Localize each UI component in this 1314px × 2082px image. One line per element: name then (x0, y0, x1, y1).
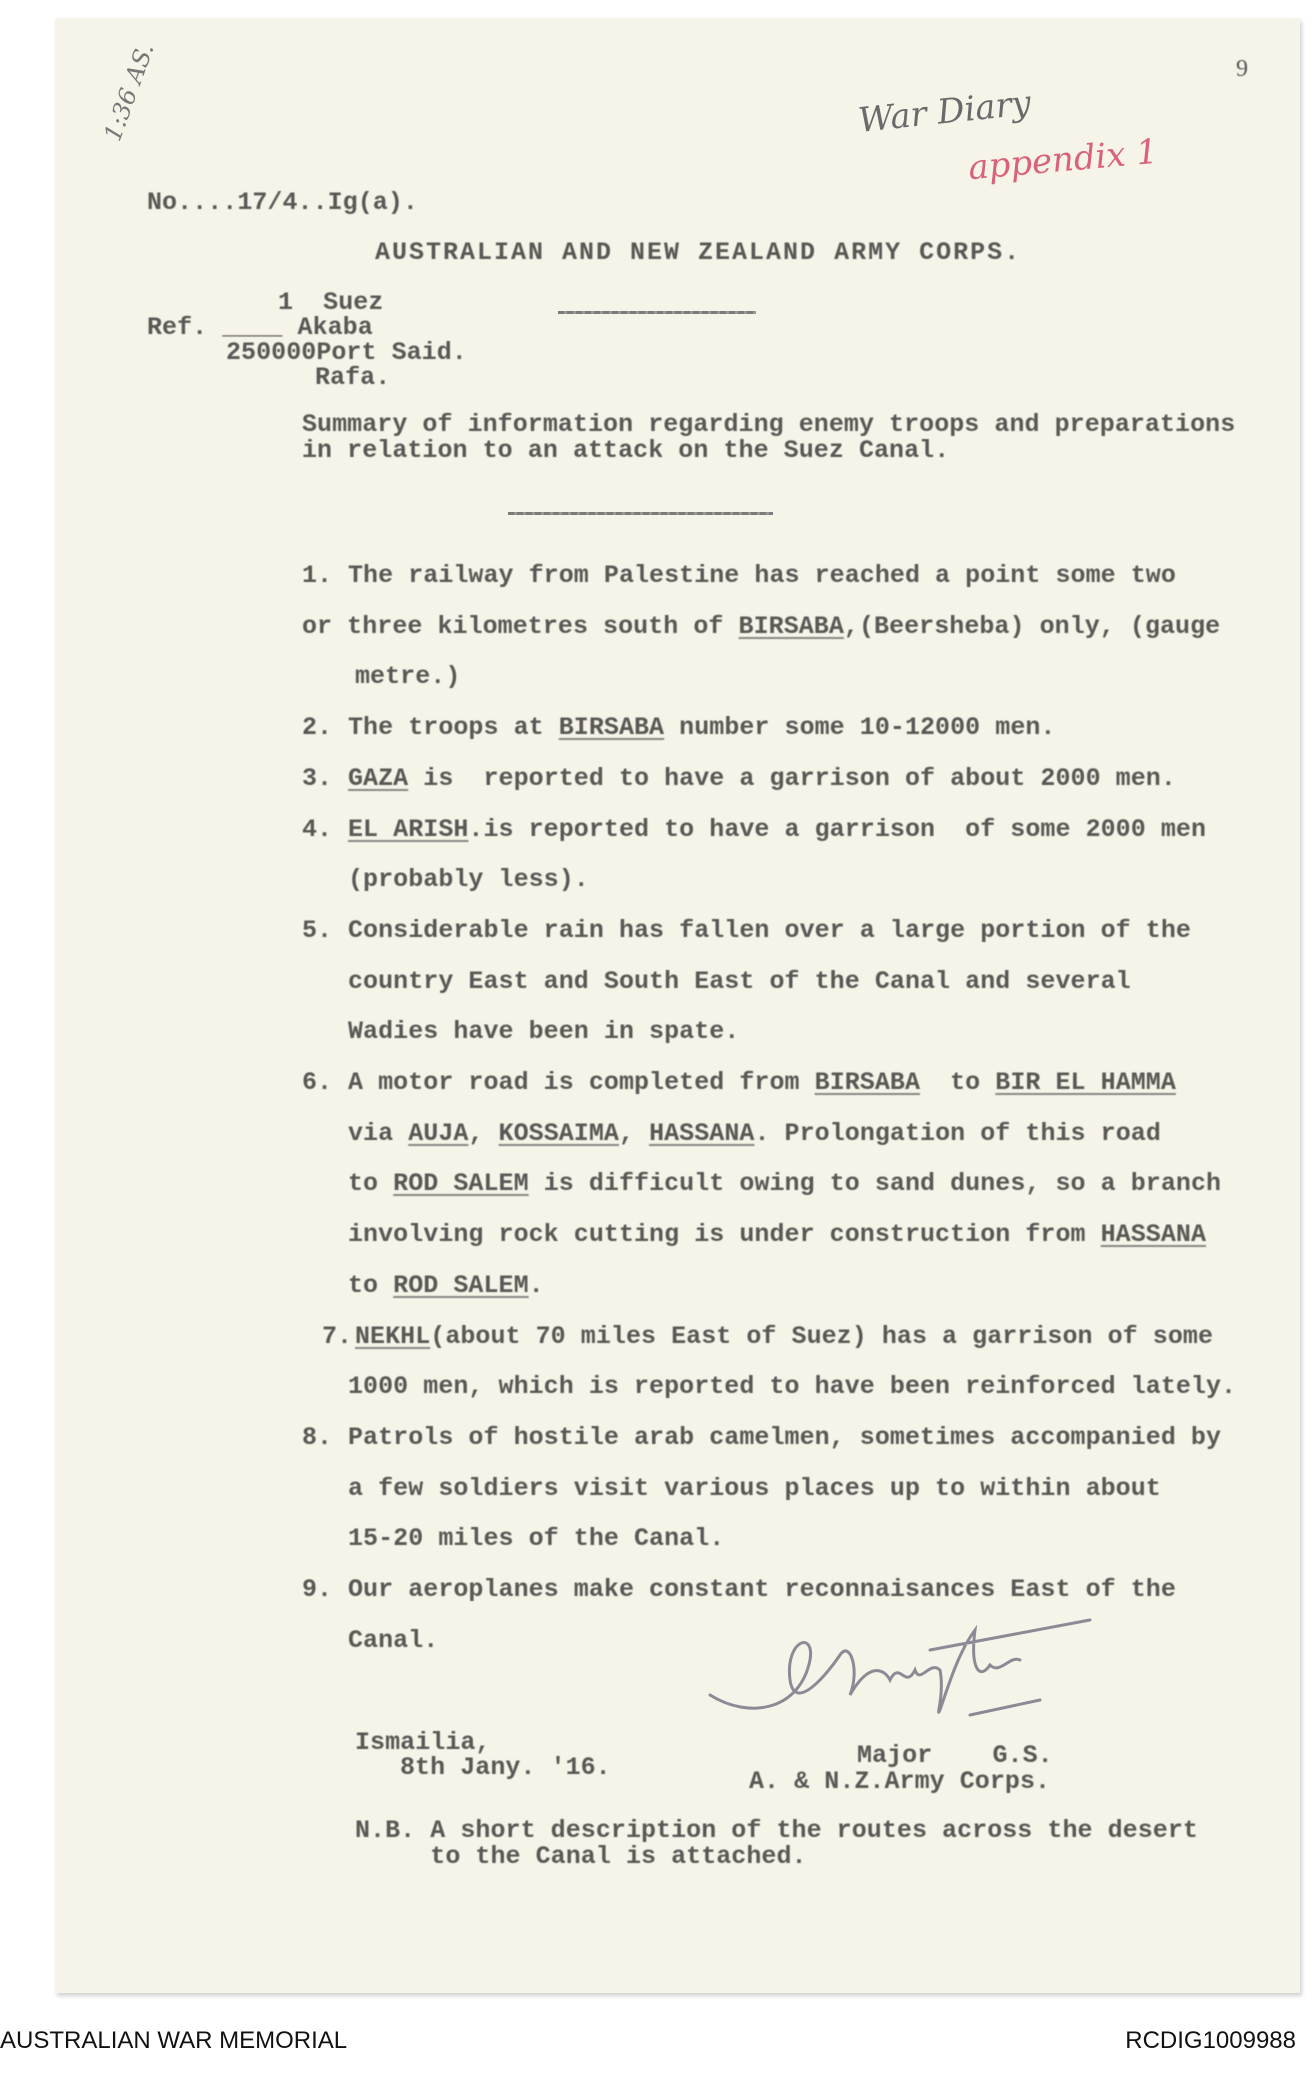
signatory-rank: Major G.S. (857, 1741, 1053, 1770)
text-segment: to (920, 1068, 996, 1097)
item-number: 3. (302, 763, 333, 793)
item-line (348, 1372, 1236, 1401)
corner-annotation: 1:36 AS. (98, 39, 160, 145)
text-segment: , (618, 1118, 650, 1148)
text-segment: 15-20 miles of the Canal. (348, 1524, 725, 1554)
signature-date: 8th Jany. '16. (400, 1753, 611, 1782)
item-line (348, 1524, 724, 1553)
item-number: 1. (302, 561, 333, 590)
item-line (348, 916, 1191, 945)
note-line-1: N.B. A short description of the routes across the desert (355, 1816, 1198, 1845)
item-line (348, 1068, 1176, 1097)
text-segment: is difficult owing to sand dunes, so a branch (528, 1169, 1222, 1199)
text-segment: . Prolongation of this road (754, 1118, 1161, 1148)
item-number: 6. (302, 1068, 333, 1097)
text-segment: (probably less). (348, 865, 589, 895)
divider (508, 512, 773, 515)
text-segment: A motor road is completed from (348, 1068, 815, 1097)
document-title: AUSTRALIAN AND NEW ZEALAND ARMY CORPS. (375, 238, 1022, 267)
text-segment: 1000 men, which is reported to have been reinforced lately. (348, 1372, 1237, 1402)
item-line (348, 561, 1176, 590)
text-segment: to (348, 1270, 394, 1300)
underlined-place-name: NEKHL (355, 1321, 431, 1351)
signature-place: Ismailia, (355, 1728, 491, 1757)
item-line (348, 1474, 1161, 1503)
item-number: 8. (302, 1422, 333, 1452)
text-segment: country East and South East of the Canal and several (348, 966, 1131, 996)
text-segment: Canal. (348, 1625, 439, 1655)
underlined-place-name: GAZA (348, 763, 409, 793)
text-segment: The troops at (348, 713, 559, 743)
ref-line-2: Ref. ____ Akaba (147, 313, 373, 342)
signatory-unit: A. & N.Z.Army Corps. (749, 1767, 1051, 1796)
underlined-place-name: AUJA (408, 1118, 469, 1148)
divider (558, 311, 756, 314)
underlined-place-name: HASSANA (1100, 1220, 1206, 1250)
summary-line-1: Summary of information regarding enemy troops and preparations (302, 410, 1236, 439)
war-diary-annotation: War Diary (856, 83, 1033, 141)
footer-record-id: RCDIG1009988 (1125, 2027, 1296, 2054)
item-number: 9. (302, 1575, 333, 1604)
text-segment: via (348, 1118, 409, 1148)
item-line (348, 1271, 544, 1300)
ref-line-4: Rafa. (315, 363, 391, 392)
item-line (355, 662, 460, 691)
item-line (348, 865, 589, 894)
item-line (348, 713, 1055, 742)
item-line (348, 1423, 1221, 1452)
text-segment: ,(Beersheba) only, (gauge (843, 611, 1221, 641)
item-line (348, 1017, 739, 1046)
item-line (348, 815, 1206, 844)
summary-line-2: in relation to an attack on the Suez Canal. (302, 436, 950, 465)
text-segment: to (348, 1169, 394, 1199)
underlined-place-name: BIRSABA (558, 713, 665, 743)
item-number: 7. (322, 1321, 353, 1351)
ref-line-3: 250000Port Said. (226, 338, 467, 367)
item-line (302, 612, 1220, 641)
text-segment: metre.) (355, 662, 461, 692)
item-line (348, 1220, 1206, 1249)
item-number: 4. (302, 814, 333, 844)
text-segment: , (468, 1118, 499, 1148)
item-line (348, 1119, 1161, 1148)
underlined-place-name: EL ARISH (348, 814, 469, 844)
text-segment: Considerable rain has fallen over a large portion of the (348, 915, 1191, 945)
signature-image (690, 1600, 1110, 1730)
text-segment: or three kilometres south of (302, 611, 739, 641)
item-line (348, 967, 1131, 996)
underlined-place-name: ROD SALEM (393, 1270, 529, 1300)
underlined-place-name: HASSANA (649, 1118, 755, 1148)
item-line (348, 1626, 438, 1655)
item-number: 2. (302, 713, 333, 743)
reference-number: No....17/4..Ig(a). (147, 188, 418, 217)
item-number: 5. (302, 915, 333, 945)
item-line (348, 764, 1176, 793)
underlined-place-name: ROD SALEM (393, 1169, 529, 1199)
footer-institution: AUSTRALIAN WAR MEMORIAL (0, 2027, 348, 2054)
text-segment: The railway from Palestine has reached a point some two (348, 561, 1176, 590)
underlined-place-name: BIRSABA (814, 1068, 921, 1097)
page-number: 9 (1236, 56, 1249, 82)
text-segment: a few soldiers visit various places up to within about (348, 1473, 1161, 1503)
text-segment: Patrols of hostile arab camelmen, sometimes accompanied by (348, 1422, 1222, 1452)
underlined-place-name: KOSSAIMA (498, 1118, 619, 1148)
note-line-2: to the Canal is attached. (355, 1842, 807, 1871)
text-segment: .is reported to have a garrison of some 2000 men (468, 814, 1206, 844)
appendix-annotation: appendix 1 (966, 131, 1160, 189)
text-segment: involving rock cutting is under construction from (348, 1220, 1101, 1250)
item-line (355, 1322, 1213, 1351)
text-segment: . (528, 1270, 544, 1300)
ref-line-1: 1 Suez (278, 288, 384, 317)
text-segment: Wadies have been in spate. (348, 1017, 740, 1047)
text-segment: number some 10-12000 men. (664, 713, 1056, 743)
text-segment: Our aeroplanes make constant reconnaisances East of the (348, 1575, 1176, 1604)
text-segment: (about 70 miles East of Suez) has a garrison of some (430, 1321, 1213, 1351)
underlined-place-name: BIRSABA (738, 611, 844, 641)
underlined-place-name: BIR EL HAMMA (995, 1068, 1176, 1097)
text-segment: is reported to have a garrison of about 2000 men. (408, 763, 1176, 793)
item-line (348, 1169, 1221, 1198)
